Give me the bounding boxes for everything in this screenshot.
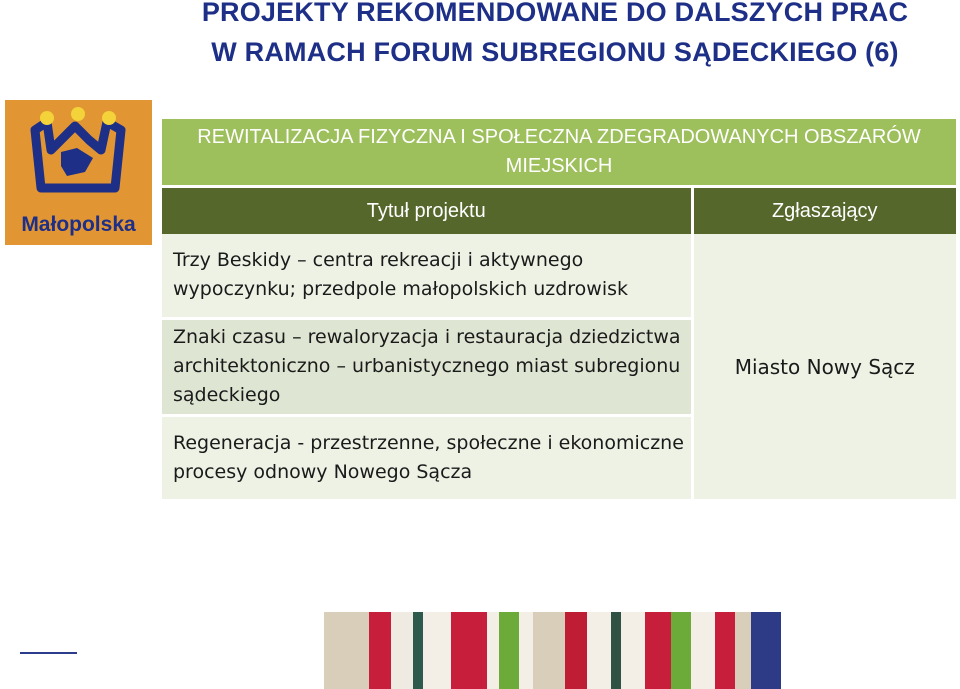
slide-title-line-2: W RAMACH FORUM SUBREGIONU SĄDECKIEGO (6) (211, 37, 899, 67)
stripe (671, 612, 691, 689)
stripe (587, 612, 611, 689)
stripe (555, 612, 565, 689)
logo-text: Małopolska (21, 213, 136, 236)
stripe (423, 612, 451, 689)
decorative-stripe-band (324, 612, 901, 689)
stripe (611, 612, 621, 689)
stripe (715, 612, 735, 689)
stripe (487, 612, 499, 689)
malopolska-crown-icon (5, 100, 152, 212)
stripe (691, 612, 715, 689)
stripe (451, 612, 463, 689)
stripe (565, 612, 587, 689)
submitter-cell: Miasto Nowy Sącz (692, 234, 956, 499)
stripe (499, 612, 519, 689)
stripe (463, 612, 487, 689)
stripe (751, 612, 781, 689)
table-row (162, 234, 956, 318)
stripe (735, 612, 751, 689)
slide-title-line-1: PROJEKTY REKOMENDOWANE DO DALSZYCH PRAC (201, 0, 909, 27)
section-title: REWITALIZACJA FIZYCZNA I SPOŁECZNA ZDEGRADOWANYCH OBSZARÓW MIEJSKICH (162, 119, 956, 187)
stripe (324, 612, 369, 689)
slide-title (150, 0, 960, 72)
column-header-project: Tytuł projektu (162, 187, 692, 235)
project-title: Regeneracja - przestrzenne, społeczne i ekonomiczne procesy odnowy Nowego Sącza (162, 415, 692, 499)
stripe (621, 612, 645, 689)
stripe (645, 612, 671, 689)
column-header-submitter: Zgłaszający (692, 187, 956, 235)
stripe (413, 612, 423, 689)
footer-divider (20, 652, 77, 654)
stripe (369, 612, 391, 689)
malopolska-logo (5, 100, 152, 245)
stripe (519, 612, 533, 689)
stripe (533, 612, 555, 689)
projects-table (162, 119, 956, 499)
stripe (391, 612, 413, 689)
project-title: Znaki czasu – rewaloryzacja i restauracja dziedzictwa architektoniczno – urbanistycznego miast subregionu sądeckiego (162, 318, 692, 415)
project-title: Trzy Beskidy – centra rekreacji i aktywnego wypoczynku; przedpole małopolskich uzdrowisk (162, 234, 692, 318)
